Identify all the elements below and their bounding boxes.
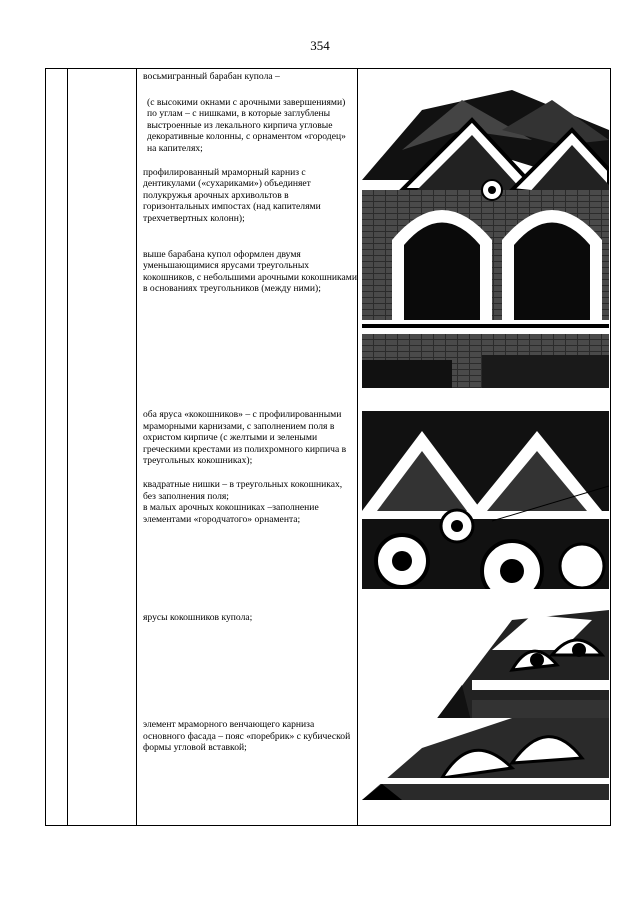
cornice-poreborik-photo [362,718,609,800]
row-2-text [143,409,357,525]
row-1-text [143,71,357,295]
dome-kokoshnik-tiers-photo [362,610,609,725]
column-divider [357,69,358,825]
paragraph: (с высокими окнами с арочными завершениями) по углам – с нишками, в которые заглублены выстроенные из лекального кирпича угловые декоративные колонны, с орнаментом «городец» на капителях; [147,96,346,154]
page-number: 354 [310,38,330,53]
paragraph: выше барабана купол оформлен двумя уменьшающимися ярусами треугольных кокошников, с небольшими арочными кокошниками в основаниях треугольников (между ними); [143,248,357,295]
row-4-text [143,719,357,754]
paragraph: профилированный мраморный карниз с дентикулами («сухариками») объединяет полукружья арочных архивольтов в горизонтальных импостах (над капителями трехчетвертных колонн); [143,166,321,224]
paragraph: оба яруса «кокошников» – с профилированными мраморными карнизами, с заполнением поля в охристом кирпиче (с желтыми и зелеными греческими крестами из полихромного кирпича в треугольных кокошниках); [143,409,347,467]
column-divider [136,69,137,825]
paragraph: квадратные нишки – в треугольных кокошниках, без заполнения поля; в малых арочных кокошниках –заполнение элементами «городчатого» орнамента; [143,478,343,525]
kokoshnik-tiers-photo [362,411,609,589]
paragraph: ярусы кокошников купола; [143,612,253,623]
row-3-text [143,612,357,624]
paragraph: элемент мраморного венчающего карниза основного фасада – пояс «поребрик» с кубической формы угловой вставкой; [143,719,351,754]
column-divider [67,69,68,825]
paragraph: восьмигранный барабан купола – [143,71,280,82]
drum-with-arched-windows-photo [362,70,609,388]
